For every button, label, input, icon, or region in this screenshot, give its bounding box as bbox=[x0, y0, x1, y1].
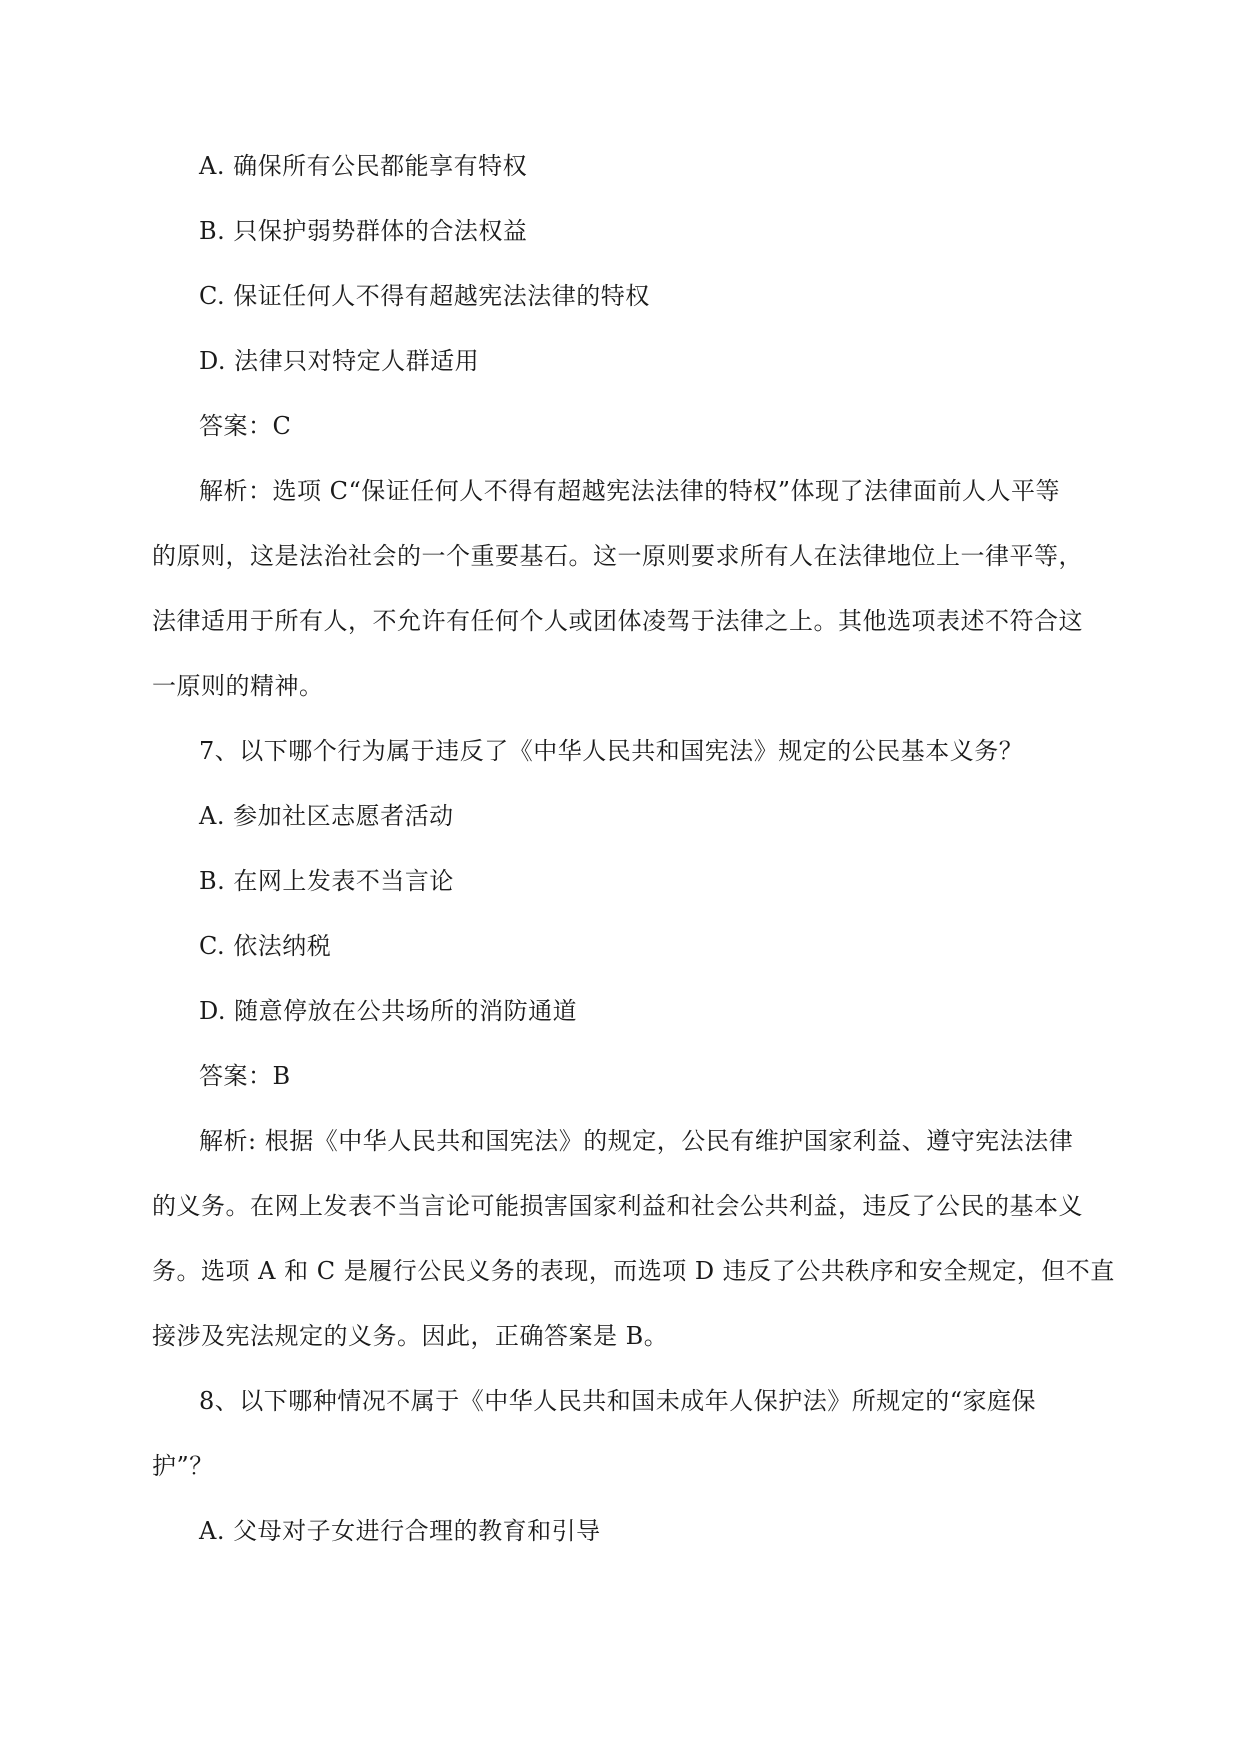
q7-option-d: D. 随意停放在公共场所的消防通道 bbox=[199, 997, 578, 1025]
q8-option-a: A. 父母对子女进行合理的教育和引导 bbox=[199, 1517, 601, 1545]
q7-analysis-line: 解析: 根据《中华人民共和国宪法》的规定，公民有维护国家利益、遵守宪法法律 bbox=[199, 1127, 1074, 1155]
q6-analysis-line: 一原则的精神。 bbox=[152, 672, 324, 700]
q6-option-c: C. 保证任何人不得有超越宪法法律的特权 bbox=[199, 282, 650, 310]
q6-analysis-line: 的原则，这是法治社会的一个重要基石。这一原则要求所有人在法律地位上一律平等， bbox=[152, 542, 1083, 570]
q7-analysis-line: 接涉及宪法规定的义务。因此，正确答案是 B。 bbox=[152, 1322, 669, 1350]
q6-analysis-line: 法律适用于所有人，不允许有任何个人或团体凌驾于法律之上。其他选项表述不符合这 bbox=[152, 607, 1083, 635]
q8-question-continued: 护”？ bbox=[152, 1452, 214, 1480]
q6-analysis-line: 解析：选项 C“保证任何人不得有超越宪法法律的特权”体现了法律面前人人平等 bbox=[199, 477, 1061, 505]
q7-analysis-line: 务。选项 A 和 C 是履行公民义务的表现，而选项 D 违反了公共秩序和安全规定，但不直 bbox=[152, 1257, 1115, 1285]
q7-analysis-line: 的义务。在网上发表不当言论可能损害国家利益和社会公共利益，违反了公民的基本义 bbox=[152, 1192, 1083, 1220]
q6-option-b: B. 只保护弱势群体的合法权益 bbox=[199, 217, 528, 245]
q8-question: 8、以下哪种情况不属于《中华人民共和国未成年人保护法》所规定的“家庭保 bbox=[199, 1387, 1037, 1415]
q7-option-c: C. 依法纳税 bbox=[199, 932, 332, 960]
q7-question: 7、以下哪个行为属于违反了《中华人民共和国宪法》规定的公民基本义务？ bbox=[199, 737, 1024, 765]
q7-option-b: B. 在网上发表不当言论 bbox=[199, 867, 454, 895]
q6-option-a: A. 确保所有公民都能享有特权 bbox=[199, 152, 528, 180]
q7-option-a: A. 参加社区志愿者活动 bbox=[199, 802, 454, 830]
q6-answer: 答案：C bbox=[199, 412, 292, 440]
q6-option-d: D. 法律只对特定人群适用 bbox=[199, 347, 480, 375]
q7-answer: 答案：B bbox=[199, 1062, 291, 1090]
